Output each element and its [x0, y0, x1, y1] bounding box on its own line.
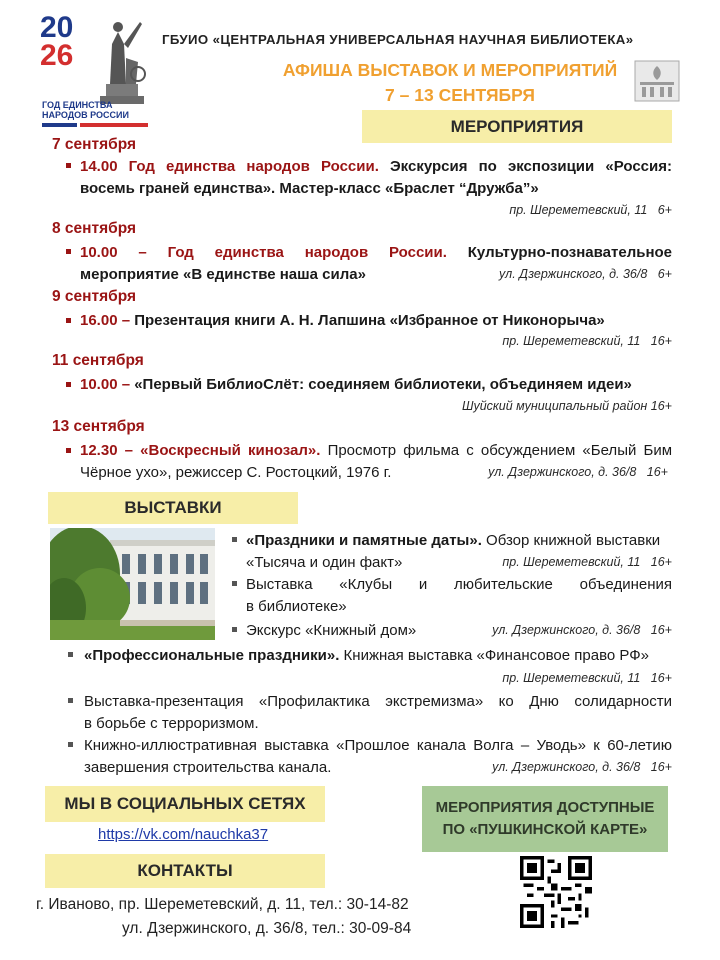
event-item: 12.30 – «Воскресный кинозал». Просмотр фильма с обсуждением «Белый Бим: [80, 442, 673, 459]
event-item: 10.00 – Год единства народов России. Культурно-познавательное: [80, 244, 673, 261]
exhibitions-heading: ВЫСТАВКИ: [48, 492, 298, 524]
bullet-icon: [68, 698, 73, 703]
exhibition-item-line: «Тысяча и один факт»: [246, 554, 403, 571]
exhibition-item: «Профессиональные праздники». Книжная выставка «Финансовое право РФ»: [84, 647, 649, 664]
exhibition-item: Экскурс «Книжный дом»: [246, 622, 417, 639]
bullet-icon: [232, 627, 237, 632]
bullet-icon: [232, 537, 237, 542]
event-location: ул. Дзержинского, д. 36/8 16+: [488, 465, 668, 479]
event-item: 16.00 – Презентация книги А. Н. Лапшина «Избранное от Никонорыча»: [80, 312, 605, 329]
contact-address-2: ул. Дзержинского, д. 36/8, тел.: 30-09-84: [122, 920, 412, 937]
bullet-icon: [66, 249, 71, 254]
events-heading: МЕРОПРИЯТИЯ: [362, 110, 672, 143]
event-item-line: мероприятие «В единстве наша сила»: [80, 266, 366, 283]
qr-code-icon[interactable]: [520, 856, 592, 928]
event-item: 10.00 – «Первый БиблиоСлёт: соединяем библиотеки, объединяем идеи»: [80, 376, 632, 393]
exhibition-location: ул. Дзержинского, д. 36/8 16+: [492, 760, 672, 774]
poster-title: АФИША ВЫСТАВОК И МЕРОПРИЯТИЙ 7 – 13 СЕНТЯБРЯ: [282, 60, 618, 105]
contacts-heading: КОНТАКТЫ: [45, 854, 325, 888]
bullet-icon: [68, 742, 73, 747]
event-date: 9 сентября: [52, 288, 137, 305]
event-item-line: восемь граней единства». Мастер-класс «Браслет “Дружба”»: [80, 180, 539, 197]
exhibition-item-line: в библиотеке»: [246, 598, 347, 615]
contact-address-1: г. Иваново, пр. Шереметевский, д. 11, тел.: 30-14-82: [36, 896, 409, 913]
vk-link[interactable]: https://vk.com/nauchka37: [98, 826, 269, 843]
exhibition-item-line: завершения строительства канала.: [84, 759, 332, 776]
event-date: 8 сентября: [52, 220, 137, 237]
event-date: 7 сентября: [52, 136, 137, 153]
library-logo-icon: [634, 60, 680, 102]
pushkin-card-badge: МЕРОПРИЯТИЯ ДОСТУПНЫЕ ПО «ПУШКИНСКОЙ КАРТЕ»: [422, 786, 668, 852]
exhibition-item: Выставка «Клубы и любительские объединения: [246, 576, 672, 593]
exhibition-location: ул. Дзержинского, д. 36/8 16+: [492, 623, 672, 637]
exhibition-location: пр. Шереметевский, 11 16+: [502, 671, 672, 685]
logo-year: 20 26: [40, 11, 74, 72]
event-location: ул. Дзержинского, д. 36/8 6+: [499, 267, 672, 281]
library-building-photo: [50, 528, 215, 640]
event-date: 13 сентября: [52, 418, 145, 435]
monument-icon: [80, 14, 152, 114]
exhibition-item: «Праздники и памятные даты». Обзор книжной выставки: [246, 532, 661, 549]
bullet-icon: [68, 652, 73, 657]
event-location: пр. Шереметевский, 11 6+: [509, 203, 672, 217]
bullet-icon: [232, 581, 237, 586]
logo-flag-bar: [42, 123, 148, 127]
bullet-icon: [66, 382, 71, 387]
event-item-line: Чёрное ухо», режиссер С. Ростоцкий, 1976 г.: [80, 464, 392, 481]
event-location: Шуйский муниципальный район 16+: [461, 399, 672, 413]
year-of-unity-logo: [40, 11, 155, 129]
exhibition-item: Выставка-презентация «Профилактика экстремизма» ко Дню солидарности: [84, 693, 672, 710]
exhibition-item: Книжно-иллюстративная выставка «Прошлое канала Волга – Уводь» к 60-летию: [84, 737, 672, 754]
bullet-icon: [66, 163, 71, 168]
event-item: 14.00 Год единства народов России. Экскурсия по экспозиции «Россия:: [80, 158, 672, 175]
event-location: пр. Шереметевский, 11 16+: [502, 334, 672, 348]
event-date: 11 сентября: [52, 352, 144, 369]
exhibition-location: пр. Шереметевский, 11 16+: [502, 555, 672, 569]
bullet-icon: [66, 318, 71, 323]
exhibition-item-line: в борьбе с терроризмом.: [84, 715, 259, 732]
organization-name: ГБУИО «ЦЕНТРАЛЬНАЯ УНИВЕРСАЛЬНАЯ НАУЧНАЯ БИБЛИОТЕКА»: [162, 32, 634, 47]
bullet-icon: [66, 448, 71, 453]
logo-caption: ГОД ЕДИНСТВА НАРОДОВ РОССИИ: [42, 100, 129, 120]
social-heading: МЫ В СОЦИАЛЬНЫХ СЕТЯХ: [45, 786, 325, 822]
